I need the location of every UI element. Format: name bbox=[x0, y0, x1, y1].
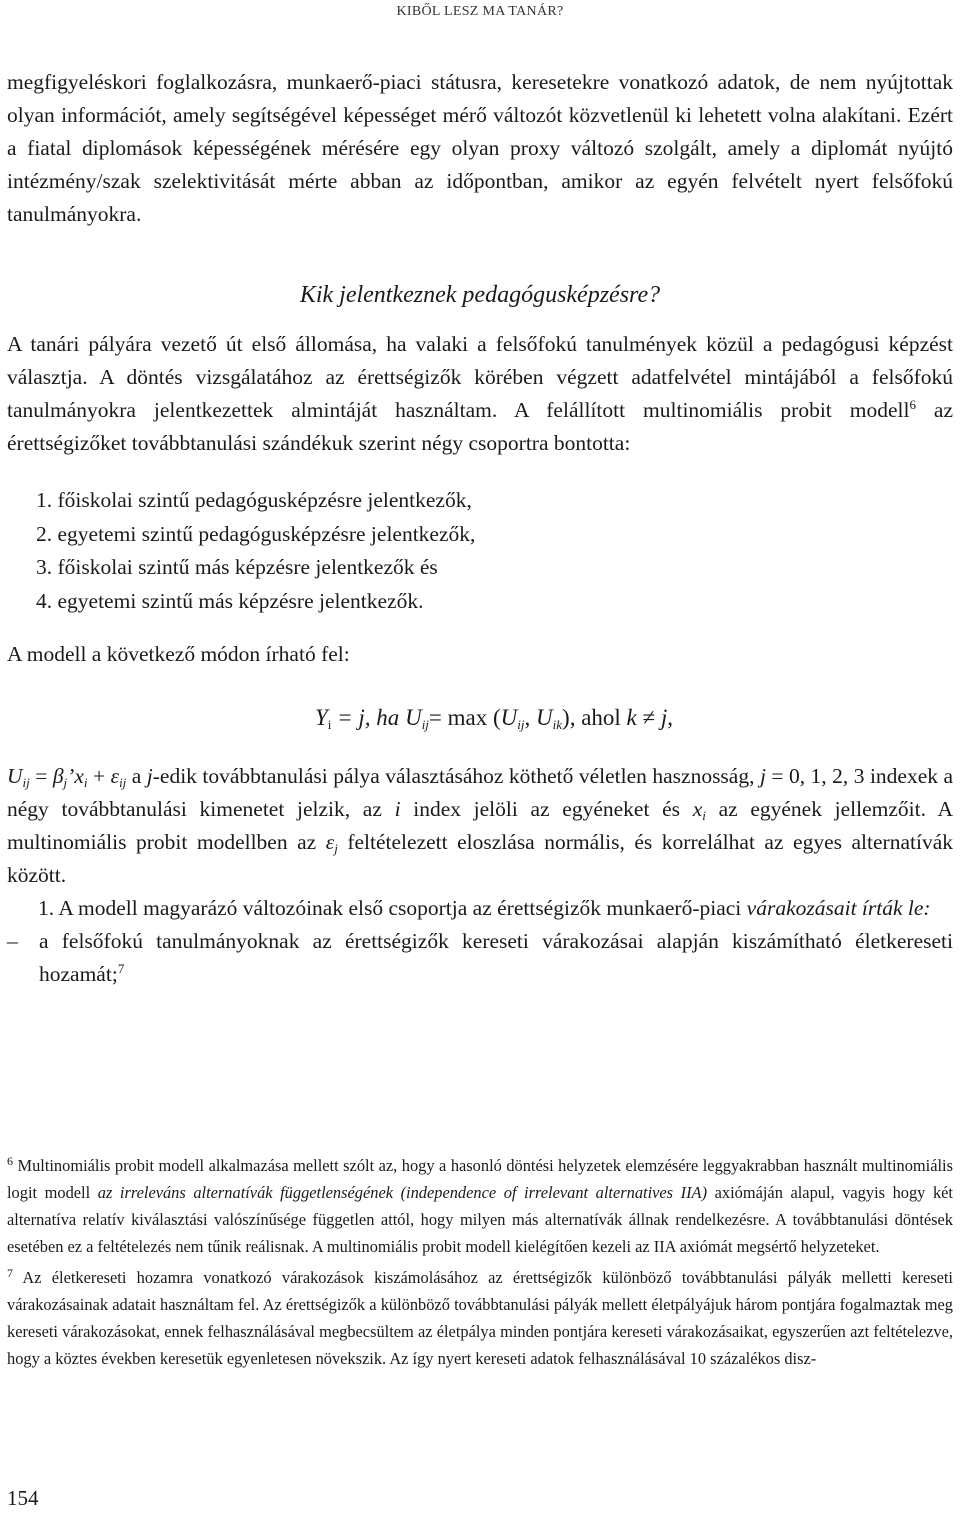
footnotes bbox=[7, 1152, 953, 1372]
footnote-text: Multinomiális probit modell alkalmazása mellett szólt az, hogy a hasonló döntési helyzetek elemzésére leggyakrabban használt multinomiális logit modell bbox=[7, 1156, 953, 1202]
paragraph-text: az egyének jellemzőit. A multinomiális probit modellben az bbox=[7, 797, 954, 854]
paragraph-proxy-variable: megfigyeléskori foglalkozásra, munkaerő-piaci státusra, keresetekre vonatkozó adatok, de nem nyújtottak olyan információt, amely segítségével képességet mérő változót közvetlenül ki lehetett volna alakítani. Ezért a fiatal diplomások képességének mérésére egy olyan proxy változó szolgált, amely a diplomát nyújtó intézmény/szak szelektivitását mérte abban az időpontban, amikor az egyén felvételt nyert felsőfokú tanulmányokra. bbox=[7, 70, 953, 226]
formula-sub: i bbox=[327, 717, 332, 732]
footnote-text: Az életkereseti hozamra vonatkozó várakozások kiszámolásához az érettségizők különböző továbbtanulási pályák melletti kereseti várakozásainak adatait használtam fel. Az érettségizők a különböző továbbtanulási pályák mellett életpályájuk három pontjára fogalmaztak meg kereseti várakozásokat, ennek felhasználásával megbecsültem az életpálya minden pontjára kereseti várakozásaikat, egyszerűen azt feltételezve, hogy a köztes években keresetük egyenletesen növekszik. Az így nyert kereseti adatok felhasználásával 10 százalékos disz- bbox=[7, 1268, 953, 1368]
model-formula bbox=[7, 701, 953, 734]
math-var: x bbox=[74, 764, 84, 788]
formula-sub: ij bbox=[517, 717, 525, 732]
formula-var: j bbox=[660, 705, 668, 730]
footnote-mark: 7 bbox=[7, 1266, 13, 1280]
math-text: = bbox=[29, 764, 53, 788]
formula-text: ), ahol bbox=[562, 705, 627, 730]
dash-list-item bbox=[7, 925, 953, 991]
paragraph-text: az érettségizőket továbbtanulási szándékuk szerint négy csoportra bontotta: bbox=[7, 398, 953, 455]
formula-var: Y bbox=[314, 705, 328, 730]
dash-item-text bbox=[39, 925, 953, 991]
paragraph-text: 1. A modell magyarázó változóinak első csoportja az érettségizők munkaerő-piaci bbox=[38, 896, 747, 920]
section-heading: Kik jelentkeznek pedagógusképzésre? bbox=[299, 282, 661, 308]
list-item: 2. egyetemi szintű pedagógusképzésre jelentkezők, bbox=[36, 521, 476, 546]
footnote-mark: 6 bbox=[7, 1154, 13, 1168]
math-sub: i bbox=[83, 775, 88, 790]
group-list bbox=[7, 484, 953, 618]
paragraph-italic: várakozásait írták le: bbox=[746, 896, 931, 920]
formula-var: U bbox=[500, 705, 518, 730]
footnote-ref-7[interactable]: 7 bbox=[117, 961, 125, 976]
paragraph-text: = 0, 1, 2, 3 indexek a négy továbbtanulási kimenetet jelzik, az bbox=[7, 764, 954, 821]
list-item: 3. főiskolai szintű más képzésre jelentkezők és bbox=[36, 555, 438, 579]
paragraph-utility-definition bbox=[7, 760, 953, 892]
formula-text: , bbox=[524, 705, 537, 730]
math-sub: ij bbox=[119, 775, 127, 790]
paragraph-text: -edik továbbtanulási pálya választásához köthető véletlen hasznosság, bbox=[152, 764, 760, 788]
formula-text: ≠ bbox=[636, 705, 661, 730]
footnote-6 bbox=[7, 1152, 953, 1260]
paragraph-text: a felsőfokú tanulmányoknak az érettségizők kereseti várakozásai alapján kiszámítható életkereseti hozamát; bbox=[39, 929, 953, 986]
paragraph-text: a bbox=[126, 764, 147, 788]
footnote-text: axiómáján alapul, vagyis hogy két alternatíva relatív kiválasztási valószínűsége független attól, hogy milyen más alternatívák állnak rendelkezésre. A továbbtanulási döntések esetében ez a feltételezés nem tűnik reálisnak. A multinomiális probit modell kielégítően kezeli az IIA axiómát megsértő helyzeteket. bbox=[7, 1183, 953, 1256]
running-header: KIBŐL LESZ MA TANÁR? bbox=[396, 4, 564, 19]
model-intro: A modell a következő módon írható fel: bbox=[7, 642, 350, 666]
math-var: ε bbox=[325, 830, 335, 854]
paragraph-text: index jelöli az egyéneket és bbox=[400, 797, 693, 821]
paragraph-text: A tanári pályára vezető út első állomása, ha valaki a felsőfokú tanulmények közül a pedagógusi képzést választja. A döntés vizsgálatához az érettségizők körében végzett adatfelvétel mintájából a felsőfokú tanulmányokra jelentkezettek almintáját használtam. A felállított multinomiális probit modell bbox=[7, 332, 953, 422]
formula-var: U bbox=[536, 705, 553, 730]
math-var: i bbox=[394, 797, 401, 821]
math-var: j bbox=[146, 764, 153, 788]
math-sub: j bbox=[334, 841, 338, 856]
formula-text: = max ( bbox=[428, 705, 501, 730]
math-sub: i bbox=[702, 808, 706, 823]
formula-var: U bbox=[405, 705, 422, 730]
footnote-ref-6[interactable]: 6 bbox=[909, 397, 916, 412]
math-var: j bbox=[759, 764, 766, 788]
paragraph-text: feltételezett eloszlása normális, és korrelálhat az egyes alternatívák között. bbox=[7, 830, 953, 887]
formula-sub: ik bbox=[552, 717, 563, 732]
paragraph-expectations bbox=[7, 892, 953, 925]
math-var: β bbox=[52, 764, 64, 788]
footnote-7 bbox=[7, 1264, 953, 1372]
formula-text: = j, ha bbox=[331, 705, 406, 730]
math-var: ε bbox=[110, 764, 120, 788]
main-text bbox=[7, 66, 953, 991]
math-sub: ij bbox=[22, 775, 30, 790]
math-sub: j bbox=[63, 775, 68, 790]
footnote-italic: az irreleváns alternatívák függetlenségének (independence of irrelevant alternatives IIA) bbox=[97, 1183, 708, 1202]
math-var: U bbox=[7, 764, 23, 788]
list-item: 1. főiskolai szintű pedagógusképzésre jelentkezők, bbox=[36, 488, 472, 512]
math-text: + bbox=[87, 764, 111, 788]
dash-bullet: – bbox=[7, 929, 18, 953]
page-number: 154 bbox=[7, 1486, 39, 1510]
math-var: x bbox=[692, 797, 703, 821]
formula-sub: ij bbox=[421, 717, 429, 732]
math-text: ’ bbox=[67, 764, 75, 788]
formula-var: k bbox=[626, 705, 637, 730]
list-item: 4. egyetemi szintű más képzésre jelentkezők. bbox=[36, 588, 424, 613]
formula-text: , bbox=[667, 705, 674, 730]
paragraph-teacher-path bbox=[7, 328, 953, 460]
